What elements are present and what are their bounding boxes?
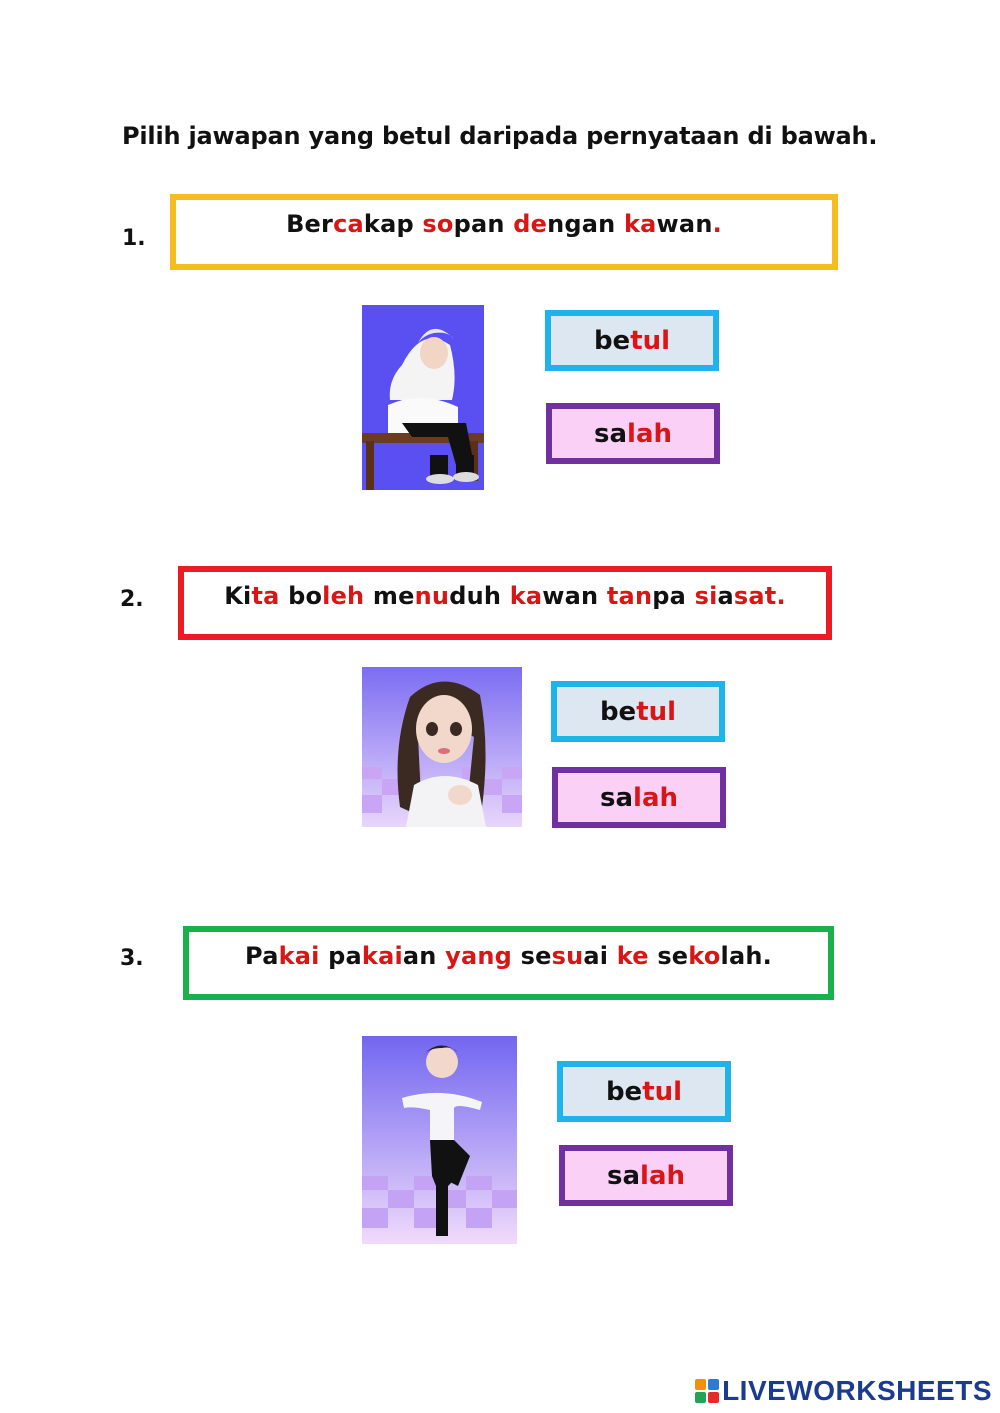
betul-label-part: tul	[642, 1076, 683, 1107]
question-statement-box	[183, 926, 834, 1000]
statement-segment: lah.	[720, 942, 772, 970]
statement-segment: sat.	[733, 582, 786, 610]
statement-segment: su	[551, 942, 584, 970]
betul-label-part: tul	[630, 325, 671, 356]
statement-segment: de	[513, 210, 548, 238]
statement-segment: a	[717, 582, 734, 610]
statement-segment: wan	[542, 582, 607, 610]
question-picture	[362, 667, 522, 827]
statement-segment: bo	[279, 582, 323, 610]
statement-segment: se	[648, 942, 689, 970]
statement-segment: me	[364, 582, 415, 610]
logo-text: LIVEWORKSHEETS	[722, 1375, 992, 1406]
logo-square	[695, 1392, 706, 1403]
statement-segment: ngan	[547, 210, 624, 238]
question-statement-box	[178, 566, 832, 640]
answer-salah-button[interactable]	[552, 767, 726, 828]
statement-segment: si	[694, 582, 718, 610]
liveworksheets-logo-icon	[695, 1379, 719, 1403]
statement-segment: Ber	[286, 210, 334, 238]
question-statement-box	[170, 194, 838, 270]
statement-segment: an	[402, 942, 446, 970]
statement-segment: tan	[606, 582, 653, 610]
statement-segment: Ki	[224, 582, 252, 610]
statement-segment: kai	[278, 942, 320, 970]
answer-betul-button[interactable]	[551, 681, 725, 742]
statement-segment: so	[422, 210, 454, 238]
statement-segment: pa	[319, 942, 362, 970]
statement-segment: pan	[453, 210, 514, 238]
betul-label-part: be	[599, 696, 637, 727]
salah-label-part: lah	[633, 782, 678, 813]
salah-label-part: sa	[594, 418, 628, 449]
logo-square	[708, 1392, 719, 1403]
statement-segment: wan	[656, 210, 713, 238]
statement-segment: ke	[616, 942, 649, 970]
salah-label-part: lah	[640, 1160, 685, 1191]
logo-square	[695, 1379, 706, 1390]
question-number: 3.	[120, 946, 144, 971]
statement-segment: Pa	[245, 942, 279, 970]
betul-label-part: be	[605, 1076, 643, 1107]
answer-salah-button[interactable]	[546, 403, 720, 464]
betul-label-part: tul	[636, 696, 677, 727]
answer-betul-button[interactable]	[545, 310, 719, 371]
answer-betul-button[interactable]	[557, 1061, 731, 1122]
question-picture	[362, 1036, 517, 1244]
statement-segment: kai	[361, 942, 403, 970]
logo-square	[708, 1379, 719, 1390]
salah-label-part: sa	[600, 782, 634, 813]
statement-segment: nu	[414, 582, 450, 610]
question-number: 2.	[120, 587, 144, 612]
statement-segment: kap	[363, 210, 423, 238]
boy-dancing-icon	[362, 1036, 517, 1244]
statement-segment: ka	[509, 582, 543, 610]
statement-segment: ka	[623, 210, 657, 238]
salah-label-part: sa	[607, 1160, 641, 1191]
statement-segment: yang	[445, 942, 513, 970]
instruction-heading: Pilih jawapan yang betul daripada pernyataan di bawah.	[122, 122, 878, 150]
statement-segment: ai	[583, 942, 617, 970]
question-number: 1.	[122, 226, 146, 251]
statement-segment: .	[712, 210, 722, 238]
answer-salah-button[interactable]	[559, 1145, 733, 1206]
statement-segment: ta	[251, 582, 280, 610]
statement-segment: ca	[333, 210, 364, 238]
statement-segment: leh	[322, 582, 365, 610]
girl-pointing-finger-icon	[362, 667, 522, 827]
question-picture	[362, 305, 484, 490]
liveworksheets-logo	[695, 1375, 992, 1407]
statement-segment: ko	[688, 942, 721, 970]
salah-label-part: lah	[627, 418, 672, 449]
betul-label-part: be	[593, 325, 631, 356]
statement-segment: se	[512, 942, 552, 970]
statement-segment: duh	[449, 582, 510, 610]
girl-hijab-sitting-bench-icon	[362, 305, 484, 490]
statement-segment: pa	[652, 582, 695, 610]
